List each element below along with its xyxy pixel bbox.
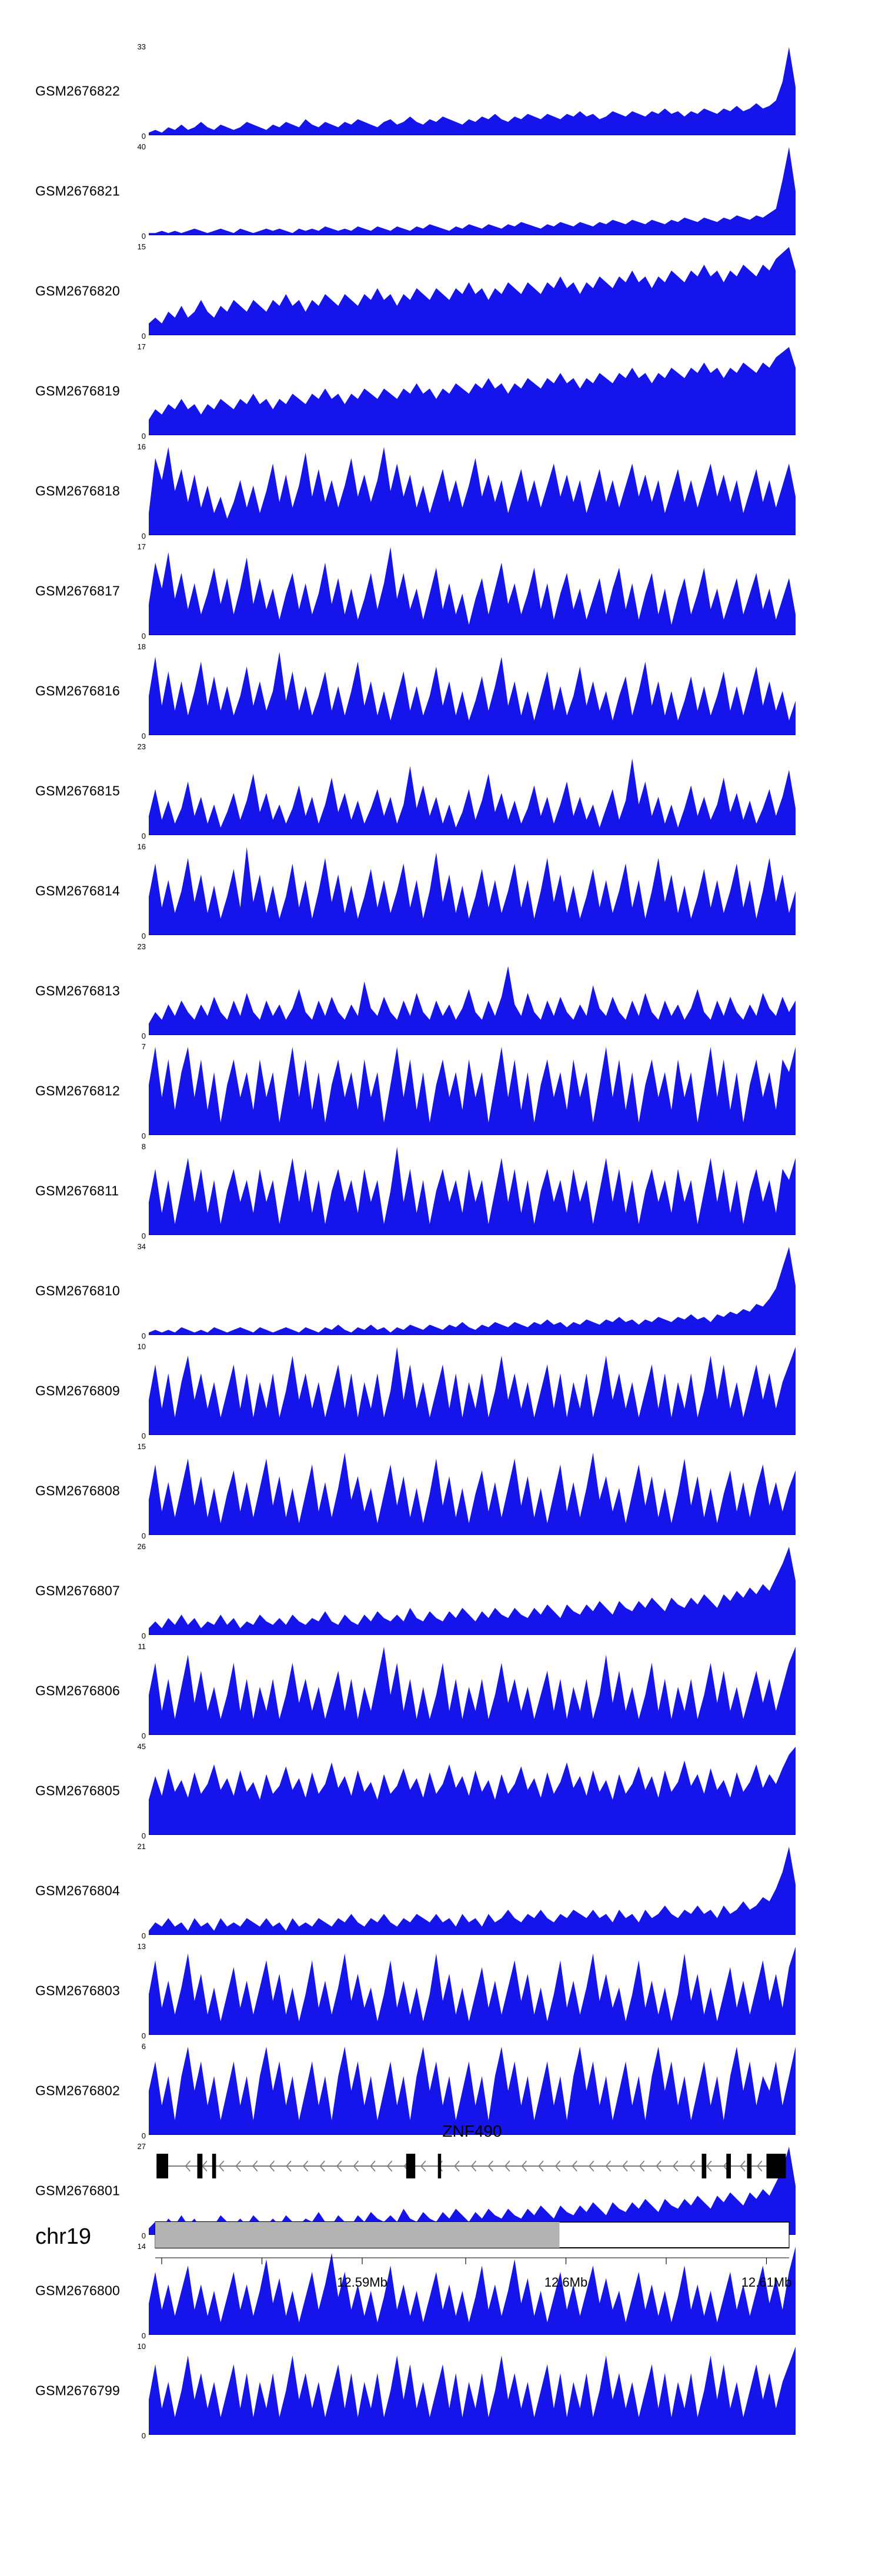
track-sample-label: GSM2676810 [35, 1283, 120, 1299]
y-axis-min-label: 0 [141, 2331, 146, 2340]
coverage-track [0, 941, 882, 1041]
y-axis-max-label: 14 [137, 2242, 146, 2251]
coverage-track [0, 41, 882, 141]
coverage-track [0, 1041, 882, 1141]
coverage-track [0, 1241, 882, 1341]
genomic-axis-ruler [149, 2257, 796, 2298]
coverage-plot [137, 142, 796, 241]
coverage-plot [137, 42, 796, 141]
y-axis-min-label: 0 [141, 1132, 146, 1140]
coverage-track [0, 441, 882, 541]
y-axis-max-label: 23 [137, 942, 146, 951]
y-axis-min-label: 0 [141, 2131, 146, 2140]
track-sample-label: GSM2676805 [35, 1783, 120, 1798]
coverage-plot [137, 542, 796, 640]
y-axis-max-label: 34 [137, 1242, 146, 1251]
x-axis-tick-label: 12.61Mb [741, 2275, 792, 2290]
track-sample-label: GSM2676801 [35, 2183, 120, 2198]
y-axis-max-label: 10 [137, 2342, 146, 2351]
y-axis-min-label: 0 [141, 1731, 146, 1740]
gene-name-label: ZNF490 [442, 2122, 502, 2140]
track-sample-label: GSM2676817 [35, 583, 120, 599]
y-axis-min-label: 0 [141, 432, 146, 441]
y-axis-min-label: 0 [141, 1332, 146, 1340]
y-axis-min-label: 0 [141, 2231, 146, 2240]
y-axis-max-label: 23 [137, 742, 146, 751]
y-axis-min-label: 0 [141, 1931, 146, 1940]
y-axis-min-label: 0 [141, 832, 146, 840]
y-axis-max-label: 33 [137, 42, 146, 51]
coverage-plot [137, 942, 796, 1040]
coverage-track [0, 1441, 882, 1541]
y-axis-min-label: 0 [141, 1831, 146, 1840]
y-axis-max-label: 16 [137, 842, 146, 851]
y-axis-max-label: 27 [137, 2142, 146, 2151]
y-axis-min-label: 0 [141, 1631, 146, 1640]
track-sample-label: GSM2676806 [35, 1683, 120, 1699]
coverage-plot [137, 1442, 796, 1540]
x-axis-tick-label: 12.6Mb [544, 2275, 588, 2290]
coverage-track [0, 741, 882, 841]
track-sample-label: GSM2676800 [35, 2283, 120, 2298]
track-sample-label: GSM2676819 [35, 383, 120, 399]
coverage-plot [137, 2342, 796, 2440]
x-axis-tick-label: 12.59Mb [337, 2275, 387, 2290]
coverage-plot [137, 1542, 796, 1640]
y-axis-max-label: 16 [137, 442, 146, 451]
coverage-plot [141, 1042, 796, 1140]
y-axis-min-label: 0 [141, 1032, 146, 1040]
track-sample-label: GSM2676807 [35, 1583, 120, 1599]
y-axis-max-label: 10 [137, 1342, 146, 1351]
y-axis-max-label: 45 [137, 1742, 146, 1751]
y-axis-min-label: 0 [141, 1531, 146, 1540]
coverage-track [0, 541, 882, 641]
track-sample-label: GSM2676812 [35, 1083, 120, 1099]
y-axis-min-label: 0 [141, 1432, 146, 1440]
y-axis-min-label: 0 [141, 332, 146, 341]
coverage-track [0, 641, 882, 741]
coverage-plot [137, 842, 796, 940]
coverage-track [0, 1641, 882, 1741]
coverage-plot [137, 642, 796, 740]
y-axis-max-label: 40 [137, 142, 146, 151]
coverage-plot [137, 442, 796, 540]
coverage-track [0, 241, 882, 341]
coverage-track [0, 1541, 882, 1641]
track-sample-label: GSM2676813 [35, 983, 120, 999]
track-sample-label: GSM2676816 [35, 683, 120, 699]
coverage-track [0, 1141, 882, 1241]
coverage-plot [141, 1142, 796, 1240]
track-sample-label: GSM2676803 [35, 1983, 120, 1998]
track-sample-label: GSM2676799 [35, 2383, 120, 2398]
coverage-track [0, 1341, 882, 1441]
y-axis-min-label: 0 [141, 1232, 146, 1240]
coverage-plot [137, 342, 796, 441]
chromosome-panel [0, 2211, 882, 2329]
y-axis-max-label: 26 [137, 1542, 146, 1551]
gene-model-panel [0, 2122, 882, 2198]
y-axis-max-label: 17 [137, 342, 146, 351]
coverage-plot [137, 1342, 796, 1440]
y-axis-max-label: 15 [137, 1442, 146, 1451]
chromosome-label: chr19 [35, 2224, 92, 2249]
y-axis-max-label: 7 [141, 1042, 146, 1051]
y-axis-min-label: 0 [141, 2031, 146, 2040]
y-axis-min-label: 0 [141, 532, 146, 540]
track-sample-label: GSM2676814 [35, 883, 120, 899]
y-axis-min-label: 0 [141, 232, 146, 241]
track-sample-label: GSM2676809 [35, 1383, 120, 1399]
track-sample-label: GSM2676802 [35, 2083, 120, 2098]
track-sample-label: GSM2676822 [35, 83, 120, 99]
y-axis-max-label: 6 [141, 2042, 146, 2051]
coverage-track [0, 141, 882, 241]
track-sample-label: GSM2676818 [35, 483, 120, 499]
y-axis-max-label: 21 [137, 1842, 146, 1851]
coverage-track [0, 1841, 882, 1941]
track-sample-label: GSM2676804 [35, 1883, 120, 1898]
gene-model-diagram [149, 2145, 796, 2187]
coverage-track [0, 1941, 882, 2041]
y-axis-max-label: 15 [137, 242, 146, 251]
y-axis-min-label: 0 [141, 2431, 146, 2440]
y-axis-min-label: 0 [141, 132, 146, 141]
y-axis-max-label: 8 [141, 1142, 146, 1151]
y-axis-max-label: 13 [137, 1942, 146, 1951]
coverage-plot [137, 1742, 796, 1840]
track-sample-label: GSM2676811 [35, 1183, 119, 1199]
coverage-track [0, 341, 882, 441]
chromosome-ideogram [149, 2217, 796, 2253]
y-axis-max-label: 18 [137, 642, 146, 651]
track-sample-label: GSM2676815 [35, 783, 120, 799]
y-axis-min-label: 0 [141, 632, 146, 640]
y-axis-max-label: 17 [137, 542, 146, 551]
coverage-track [0, 841, 882, 941]
coverage-plot [137, 1842, 796, 1940]
coverage-plot [137, 242, 796, 341]
y-axis-max-label: 11 [138, 1642, 146, 1651]
track-sample-label: GSM2676821 [35, 183, 120, 199]
y-axis-min-label: 0 [141, 732, 146, 740]
coverage-tracks [0, 41, 882, 2441]
y-axis-min-label: 0 [141, 932, 146, 940]
coverage-plot [137, 1242, 796, 1340]
track-sample-label: GSM2676820 [35, 283, 120, 299]
coverage-plot [138, 1642, 796, 1740]
coverage-track [0, 2341, 882, 2441]
coverage-plot [137, 742, 796, 840]
track-sample-label: GSM2676808 [35, 1483, 120, 1499]
coverage-track [0, 1741, 882, 1841]
coverage-plot [137, 1942, 796, 2040]
